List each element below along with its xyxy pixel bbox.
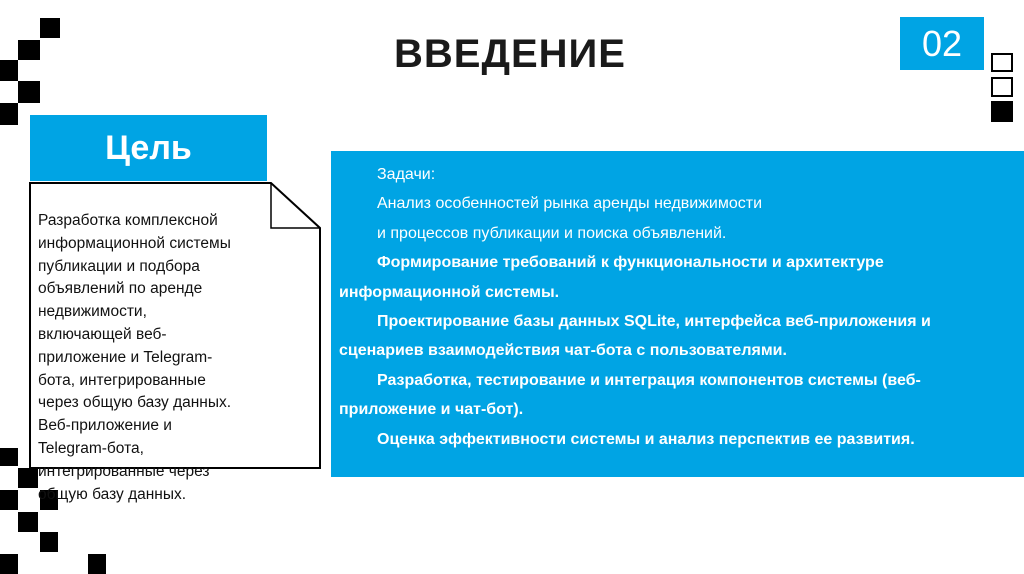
page-number: 02	[900, 17, 984, 70]
decor-square	[18, 81, 40, 103]
decor-square-outline	[991, 53, 1013, 72]
decor-square	[0, 60, 18, 81]
task-line: Оценка эффективности системы и анализ перспектив ее развития.	[377, 430, 915, 448]
tasks-list	[339, 160, 1024, 454]
task-line: сценариев взаимодействия чат-бота с пользователями.	[339, 342, 787, 360]
decor-square	[18, 512, 38, 532]
decor-square	[0, 448, 18, 466]
decor-square	[0, 103, 18, 125]
tasks-heading: Задачи:	[377, 166, 436, 183]
decor-square	[18, 468, 38, 488]
decor-square	[991, 101, 1013, 122]
decor-square	[88, 554, 106, 574]
slide-title: ВВЕДЕНИЕ	[394, 32, 626, 76]
decor-square	[18, 40, 40, 60]
decor-square	[0, 490, 18, 510]
task-line: Формирование требований к функциональности и архитектуре	[377, 254, 884, 272]
tasks-panel	[331, 151, 1024, 477]
goal-header: Цель	[30, 115, 267, 181]
task-line: Анализ особенностей рынка аренды недвижимости	[377, 195, 763, 213]
task-line: приложение и чат-бот).	[339, 401, 524, 419]
task-line: Разработка, тестирование и интеграция компонентов системы (веб-	[377, 371, 921, 389]
decor-square	[40, 18, 60, 38]
goal-text: Разработка комплексной информационной системы публикации и подбора объявлений по аренде недвижимости, включающей веб- приложение и Telegram- бота, интегрированные через общую базу данных. Веб-приложение и Telegram-бота, интегрированные через общую базу данных.	[38, 212, 232, 503]
task-line: информационной системы.	[339, 283, 560, 301]
decor-square	[0, 554, 18, 574]
decor-square-outline	[991, 77, 1013, 97]
task-line: и процессов публикации и поиска объявлений.	[377, 224, 727, 242]
task-line: Проектирование базы данных SQLite, интерфейса веб-приложения и	[377, 313, 931, 331]
decor-square	[40, 532, 58, 552]
